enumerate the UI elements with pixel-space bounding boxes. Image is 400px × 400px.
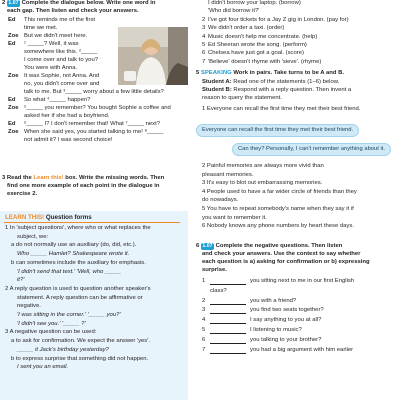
learn-this-line: Who _____ Hamlet? Shakespeare wrote it. (17, 251, 130, 258)
exercise-6-line3: each question is a) asking for confirmation or b) expressing (202, 259, 370, 265)
exercise-5-heading: 5 SPEAKING Work in pairs. Take turns to be A and B. (196, 70, 344, 76)
student-a-instruction: Student A: Read one of the statements (1–6) below. (202, 79, 340, 85)
dialogue-speaker: Ed (8, 41, 16, 47)
item-number: 6 (202, 50, 206, 57)
learn-this-line: negative. (17, 303, 41, 310)
statement-line: 2 Painful memories are always more vivid than (202, 163, 324, 169)
item-number: 6 (202, 336, 206, 343)
dialogue-line: But we didn't meet here. (24, 33, 88, 39)
learn-this-line: a do not normally use an auxiliary (do, did, etc.). (11, 242, 137, 249)
exercise-4-line: Chelsea have just got a goal. (score) (208, 50, 304, 57)
item-number: 4 (202, 33, 206, 40)
student-b-instruction-line2: reason to query the statement. (202, 95, 282, 101)
learn-this-line: I sent you an email. (17, 364, 69, 371)
answer-blank[interactable] (210, 318, 246, 324)
dialogue-line: time we met. (24, 25, 58, 31)
dialogue-speaker: Zoe (8, 129, 19, 135)
answer-blank[interactable] (210, 328, 246, 334)
item-number: 5 (202, 42, 206, 48)
exercise-4-line: I didn't borrow your laptop. (borrow) (208, 0, 301, 6)
item-number: 3 (202, 307, 206, 314)
dialogue-line: This reminds me of the first (24, 17, 96, 23)
learn-this-line: 2 A reply question is used to question another speaker's (5, 285, 151, 292)
learn-this-line: 'I didn't see you.' '_____ ?' (17, 320, 86, 327)
item-number: 7 (202, 346, 206, 353)
item-number: 4 (202, 317, 206, 324)
answer-blank[interactable] (210, 338, 246, 344)
exercise-2-heading-line2: each gap. Then listen and check your answers. (7, 8, 139, 14)
statement-line: do nowadays. (202, 197, 239, 204)
exercise-6-line: class? (210, 287, 227, 294)
exercise-6-line: you had a big argument with him earlier (250, 346, 354, 353)
speech-bubble-statement: Everyone can recall the first time they met their best friend. (196, 124, 359, 137)
item-number: 1 (202, 278, 206, 284)
dialogue-line: So what ⁴_____ happen? (24, 97, 91, 103)
audio-track-icon: 1.07 (8, 0, 19, 6)
student-b-instruction: Student B: Respond with a reply question. Then invent a (202, 87, 352, 93)
dialogue-line: talk to me. But ³_____ worry about a few little details? (24, 89, 164, 95)
speech-bubble-reply: Can they? Personally, I can't remember anything about it. (232, 143, 391, 156)
dialogue-speaker: Ed (8, 121, 16, 127)
dialogue-line: I come over and talk to you? (24, 57, 99, 63)
exercise-3-line3: exercise 2. (7, 191, 38, 197)
exercise-6-line: you talking to your brother? (250, 336, 322, 343)
dialogue-line: It was Sophie, not Anna. And (24, 73, 100, 79)
exercise-2-heading: 2 1.07 Complete the dialogue below. Write one word in (2, 0, 156, 6)
learn-this-line: 1 In 'subject questions', where who or what replaces the (5, 225, 151, 231)
exercise-6-line: you with a friend? (250, 297, 297, 304)
learn-this-line: it?' (17, 277, 25, 284)
answer-blank[interactable] (210, 279, 246, 285)
learn-this-line: b to express surprise that something did not happen. (11, 355, 149, 362)
exercise-6-line2: and check your answers. Use the context to say whether (202, 251, 361, 257)
exercise-3-line2: find one more example of each point in the dialogue in (7, 183, 160, 189)
audio-track-icon: 1.07 (202, 243, 213, 249)
item-number: 3 (202, 25, 206, 32)
learn-this-line: b can sometimes include the auxiliary for emphasis. (11, 259, 146, 266)
item-number: 2 (202, 297, 206, 304)
learn-this-line: 3 A negative question can be used: (5, 329, 97, 336)
dialogue-line: asked her if she had a boyfriend. (24, 113, 110, 119)
dialogue-line: You were with Anna. (24, 65, 78, 71)
exercise-4-line: We didn't order a taxi. (order) (208, 25, 285, 32)
exercise-4-line: 'Who did borrow it?' (208, 8, 260, 15)
learn-this-line: 'I didn't send that text.' 'Well, who _____ (17, 268, 122, 275)
statement-line: 6 Nobody knows any phone numbers by heart these days. (202, 223, 354, 230)
exercise-4-line: Ed Sheeran wrote the song. (perform) (208, 42, 307, 48)
learn-this-line: _____ it Jack's birthday yesterday? (17, 346, 109, 353)
exercise-6-line: I say anything to you at all? (250, 317, 322, 324)
exercise-6-line: you find two seats together? (250, 307, 324, 314)
statement-1: 1 Everyone can recall the first time they met their best friend. (202, 106, 361, 112)
photo-two-people (118, 27, 188, 85)
learn-this-line: a to ask for confirmation. We expect the answer 'yes'. (11, 338, 150, 345)
exercise-3-line1: 3 Read the Learn this! box. Write the missing words. Then (2, 175, 165, 181)
answer-blank[interactable] (210, 308, 246, 314)
dialogue-speaker: Ed (8, 17, 16, 23)
answer-blank[interactable] (210, 348, 246, 354)
dialogue-line: no, you didn't come over and (24, 81, 100, 87)
dialogue-line: not admit it? I was second choice! (24, 137, 113, 143)
exercise-6-line4: surprise. (202, 267, 227, 273)
exercise-4-line: I've got four tickets for a Jay Z gig in London. (pay for) (208, 16, 349, 23)
item-number: 5 (202, 327, 206, 333)
dialogue-line: ¹ _____? Well, it was (24, 41, 79, 47)
learn-this-line: statement. A reply question can be affirmative or (17, 294, 143, 301)
statement-line: 4 People used to have a far wider circle of friends than they (202, 188, 357, 195)
dialogue-line: ⁶_____ I? I don't remember that! What ⁷_____ next? (24, 121, 161, 127)
statement-line: you want to remember it. (202, 214, 267, 221)
exercise-6-heading: 6 1.07 Complete the negative questions. Then listen (196, 243, 343, 249)
learn-this-line: 'I was sitting in the corner.' '_____ you?' (17, 312, 121, 318)
learn-this-title: LEARN THIS! Question forms (5, 214, 92, 221)
dialogue-speaker: Ed (8, 97, 16, 103)
statement-line: 3 It's easy to blot out embarrassing memories. (202, 180, 323, 187)
exercise-6-line: I listening to music? (250, 327, 302, 333)
answer-blank[interactable] (210, 299, 246, 305)
statement-line: 5 You have to repeat somebody's name when they say it if (202, 206, 354, 212)
item-number: 7 (202, 58, 206, 65)
dialogue-line: ⁵_____ you remember? You bought Sophie a coffee and (24, 105, 171, 111)
exercise-6-line: you sitting next to me in our first English (250, 278, 355, 284)
exercise-4-line: 'Believe' doesn't rhyme with 'sieve'. (rhyme) (208, 58, 322, 65)
dialogue-line: somewhere like this. ²_____ (24, 49, 98, 55)
item-number: 2 (202, 16, 206, 23)
learn-this-line: subject, we: (17, 233, 49, 240)
statement-line: pleasant memories. (202, 171, 254, 178)
exercise-4-line: Music doesn't help me concentrate. (help) (208, 33, 318, 40)
dialogue-line: When she said yes, you started talking to me! ⁸_____ (24, 129, 164, 135)
dialogue-speaker: Zoe (8, 33, 19, 39)
dialogue-speaker: Zoe (8, 73, 19, 79)
dialogue-speaker: Zoe (8, 105, 19, 111)
